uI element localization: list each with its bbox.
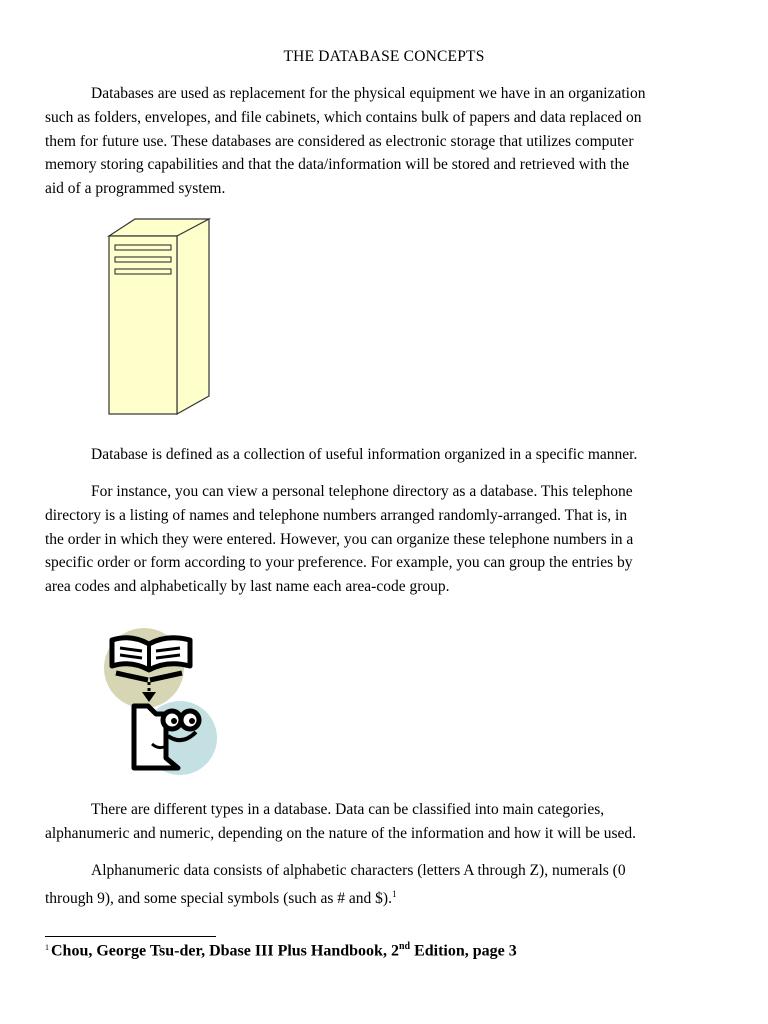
footnote-text-end: Edition, page 3 [410, 942, 517, 960]
text-line: Databases are used as replacement for the physical equipment we have in an organization [91, 85, 646, 102]
text-line: For instance, you can view a personal telephone directory as a database. This telephone [91, 483, 633, 500]
text-line: aid of a programmed system. [45, 180, 226, 198]
text-line: memory storing capabilities and that the data/information will be stored and retrieved with the [45, 156, 630, 174]
paragraph-data-types [45, 798, 735, 846]
footnote-marker: 1 [45, 943, 49, 953]
text-line: directory is a listing of names and telephone numbers arranged randomly-arranged. That is, in [45, 506, 628, 524]
text-line-content: through 9), and some special symbols (such as # and $). [45, 889, 392, 907]
document-title: THE DATABASE CONCEPTS [283, 48, 485, 65]
text-line: There are different types in a database. Data can be classified into main categories, [91, 801, 605, 818]
text-line: specific order or form according to your preference. For example, you can group the entries by [45, 554, 633, 572]
text-line: alphanumeric and numeric, depending on the nature of the information and how it will be used. [45, 824, 636, 842]
footnote [45, 941, 517, 960]
footnote-superscript: nd [398, 941, 411, 952]
text-line: them for future use. These databases are considered as electronic storage that utilizes computer [45, 132, 634, 150]
footnote-separator [45, 936, 216, 937]
text-line [45, 883, 735, 911]
footnote-text: Chou, George Tsu-der, Dbase III Plus Handbook, 2 [51, 942, 399, 960]
text-line: such as folders, envelopes, and file cabinets, which contains bulk of papers and data replaced on [45, 108, 642, 126]
book-reader-icon [104, 610, 220, 776]
text-line: the order in which they were entered. However, you can organize these telephone numbers in a [45, 530, 634, 548]
footnote-reference[interactable]: 1 [391, 888, 397, 899]
paragraph-example [45, 480, 735, 599]
paragraph-alphanumeric [45, 859, 735, 911]
paragraph-definition [45, 443, 735, 467]
text-line: Alphanumeric data consists of alphabetic characters (letters A through Z), numerals (0 [91, 862, 626, 879]
text-line: Database is defined as a collection of useful information organized in a specific manner. [91, 446, 638, 463]
paragraph-intro [45, 82, 735, 201]
server-tower-icon [106, 218, 212, 416]
text-line: area codes and alphabetically by last name each area-code group. [45, 578, 450, 596]
